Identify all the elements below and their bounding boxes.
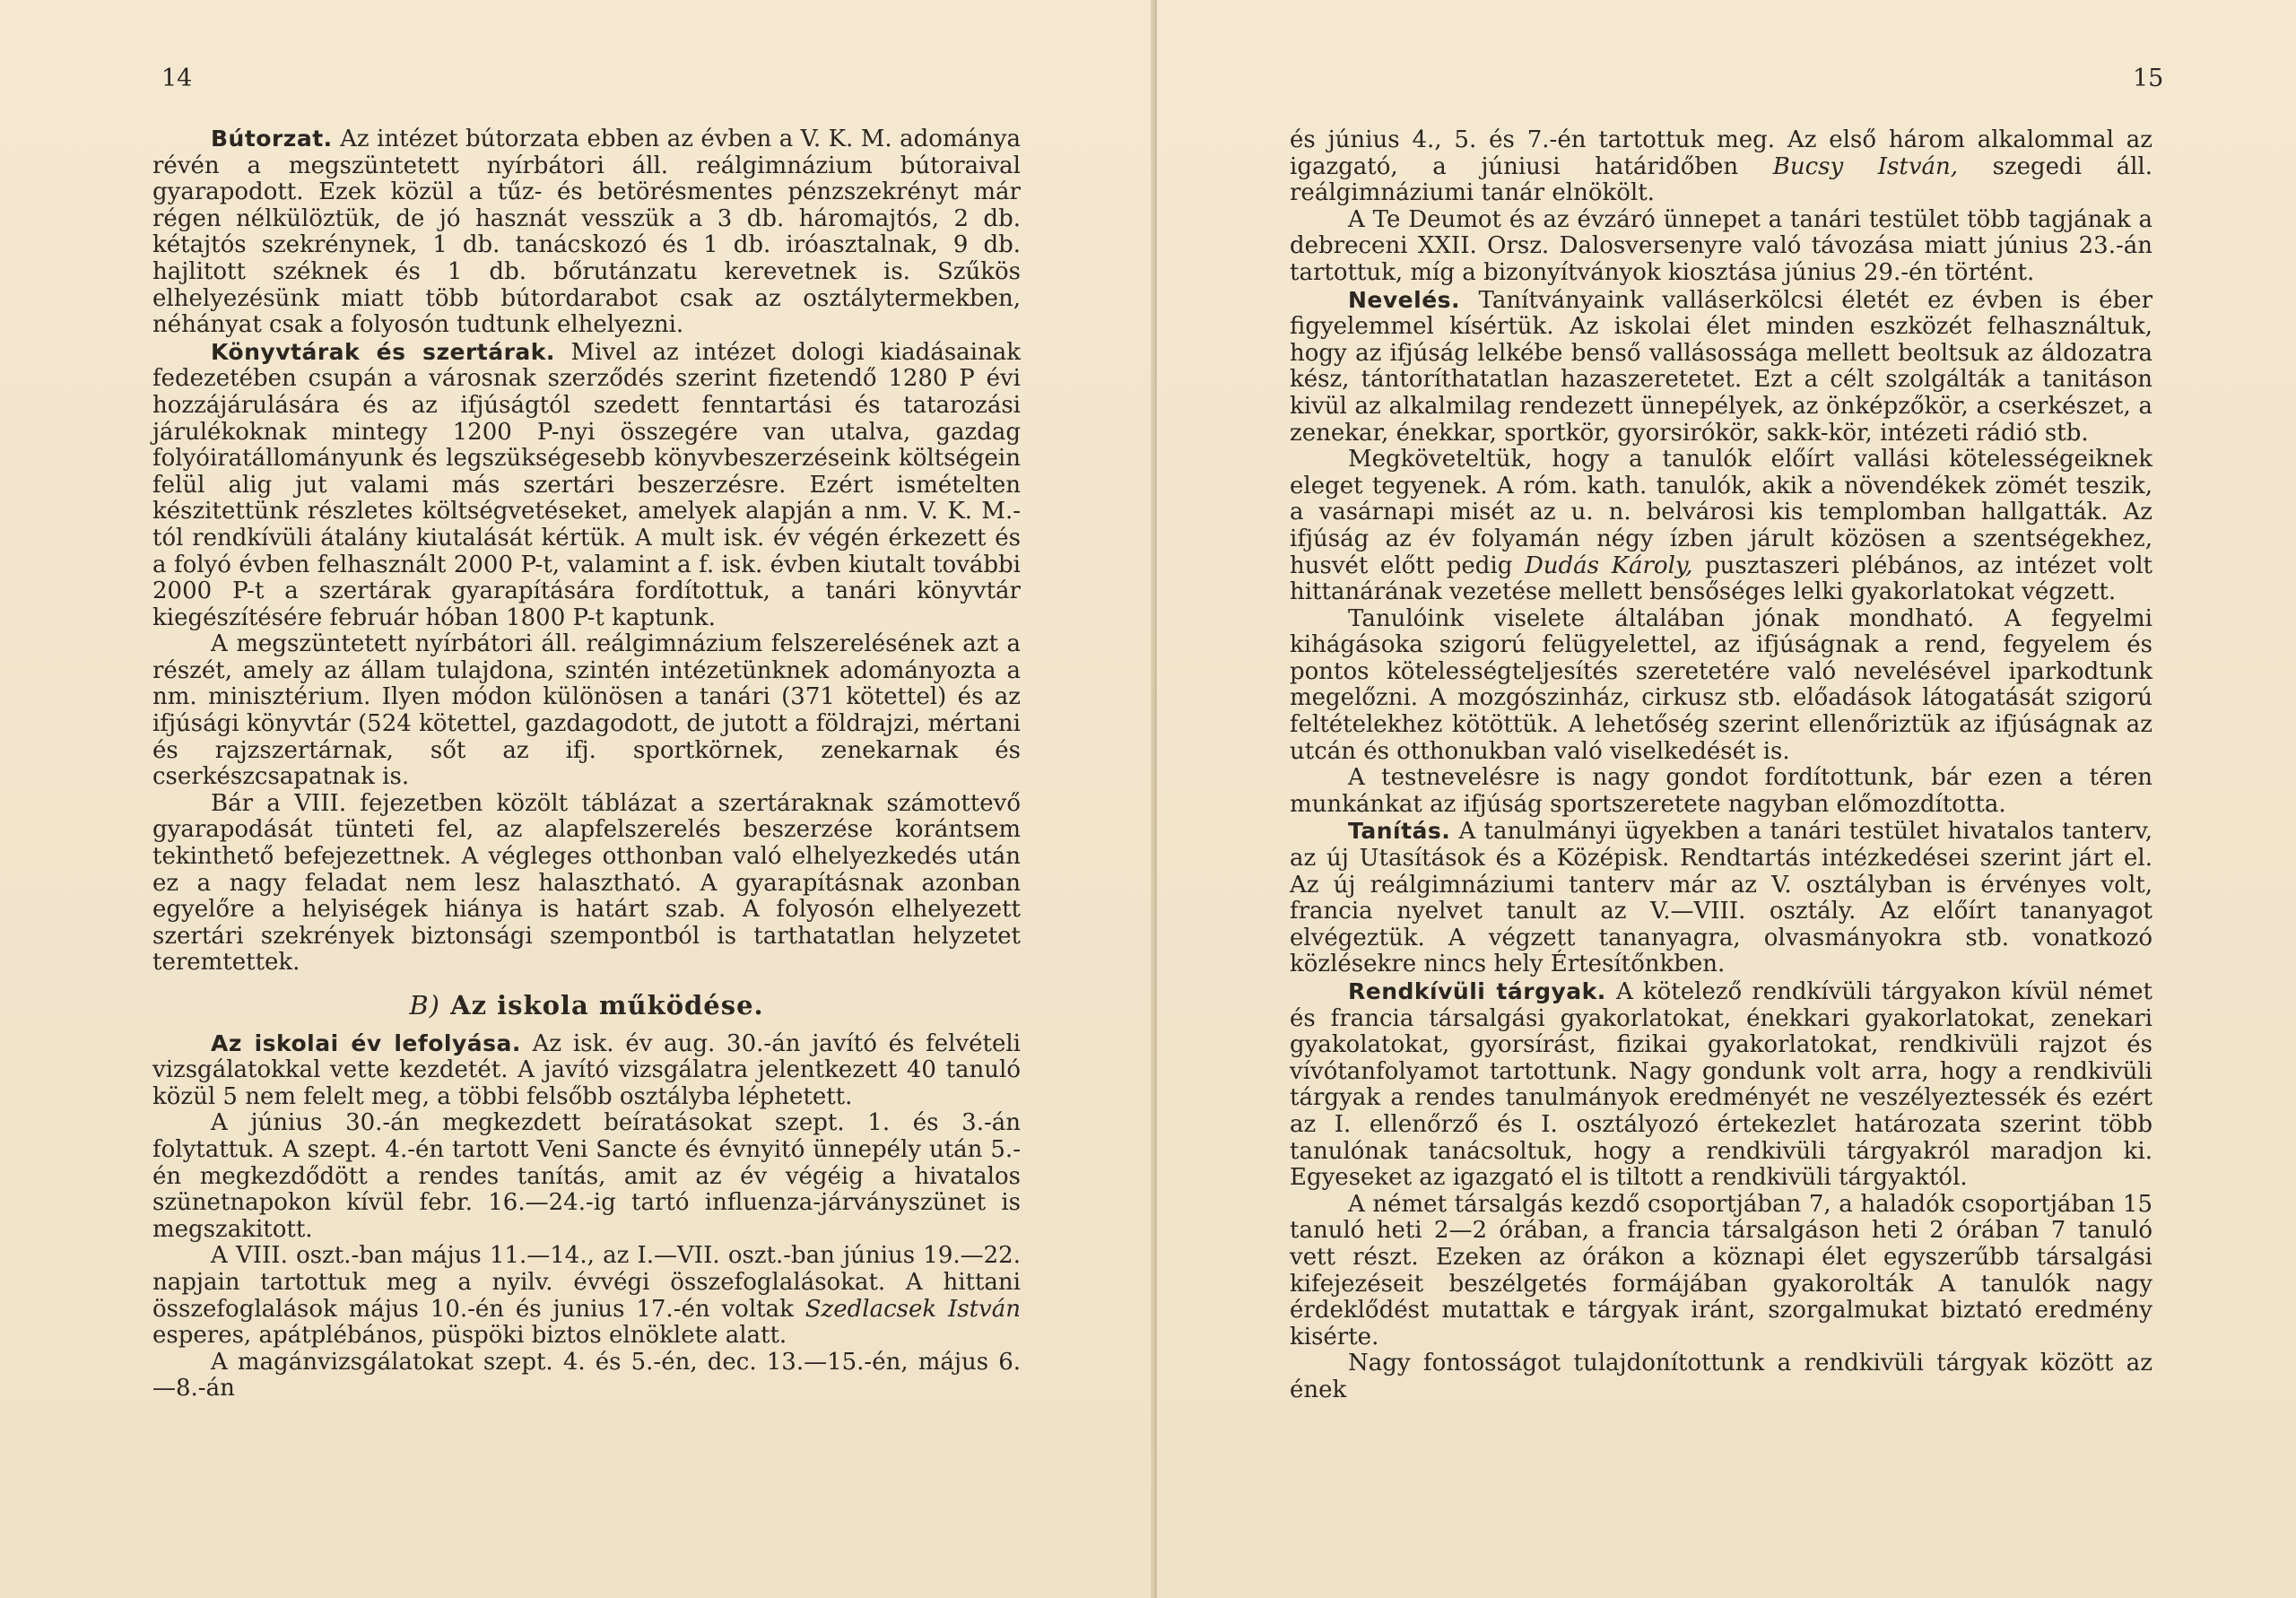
paragraph-text: A német társalgás kezdő csoportjában 7, a haladók csoportjában 15 tanuló heti 2—2 órában, a francia társalgáson heti 2 órában 7 tanuló vett részt. Ezeken az órákon a köznapi élet egyszerűbb társalgási kifejezéseit beszélgetés formájában gyakorolták A tanulók nagy érdeklődést mutattak e tárgyak iránt, szorgalmukat biztató eredmény kisérte. (1290, 1190, 2152, 1350)
paragraph-text: pusztaszeri plébános, az intézet volt hittanárának vezetése mellett bensőséges lelki gyakorlatokat végzett. (1290, 551, 2152, 606)
section-title: Az iskola működése. (450, 990, 764, 1020)
paragraph (1290, 207, 2152, 287)
paragraph (1290, 606, 2152, 766)
paragraph-heading: Tanítás. (1348, 818, 1451, 845)
person-name: Szedlacsek István (804, 1295, 1021, 1323)
right-page (1157, 0, 2296, 1598)
paragraph (152, 1350, 1021, 1403)
section-heading (152, 990, 1021, 1020)
paragraph-text: A június 30.-án megkezdett beíratásokat szept. 1. és 3.-án folytattuk. A szept. 4.-én tartott Veni Sancte és évnyitó ünnepély után 5.-én megkezdődött a rendes tanítás, amit az év végéig a hivatalos szünetnapokon kívül febr. 16.—24.-ig tartó influenza-járványszünet is megszakitott. (152, 1109, 1021, 1243)
paragraph-text: Nagy fontosságot tulajdonítottunk a rendkivüli tárgyak között az ének (1290, 1350, 2152, 1403)
paragraph-heading: Nevelés. (1348, 286, 1461, 313)
paragraph-text: Az intézet bútorzata ebben az évben a V. K. M. adománya révén a megszüntetett nyírbátori áll. reálgimnázium bútoraival gyarapodott. Ezek közül a tűz- és betörésmentes pénzszekrényt már régen nélkülöztük, de jó hasznát vesszük a 3 db. háromajtós, 2 db. kétajtós szekrénynek, 1 db. tanácskozó és 1 db. iróasztalnak, 9 db. hajlitott széknek és 1 db. bőrutánzatu kerevetnek is. Szűkös elhelyezésünk miatt több bútordarabot csak az osztálytermekben, néhányat csak a folyosón tudtunk elhelyezni. (152, 126, 1021, 339)
person-name: Dudás Károly, (1524, 551, 1693, 579)
section-letter: B) (409, 990, 440, 1020)
paragraph-heading: Az iskolai év lefolyása. (211, 1029, 521, 1056)
paragraph-heading: Könyvtárak és szertárak. (211, 338, 555, 365)
paragraph (1290, 978, 2152, 1192)
paragraph (1290, 287, 2152, 447)
paragraph (152, 631, 1021, 791)
paragraph (152, 126, 1021, 339)
paragraph-text: A tanulmányi ügyekben a tanári testület hivatalos tanterv, az új Utasítások és a Középisk. Rendtartás intézkedései szerint járt el. Az új reálgimnáziumi tanterv már az V. osztályban is érvényes volt, francia nyelvet tanult az V.—VIII. osztály. Az előírt tananyagot elvégeztük. A végzett tananyagra, olvasmányokra stb. vonatkozó közlésekre nincs hely Értesítőnkben. (1290, 818, 2152, 978)
paragraph-text: A testnevelésre is nagy gondot fordítottunk, bár ezen a téren munkánkat az ifjúság sportszeretete nagyban előmozdította. (1290, 764, 2152, 818)
paragraph (1290, 765, 2152, 818)
paragraph-text: esperes, apátplébános, püspöki biztos elnöklete alatt. (152, 1322, 787, 1350)
paragraph-text: Mivel az intézet dologi kiadásainak fedezetében csupán a városnak szerződés szerint fizetendő 1280 P évi hozzájárulására és az ifjúságtól szedett fenntartási és tatarozási járulékoknak mintegy 1200 P-nyi összegére van utalva, gazdag folyóiratállományunk és legszükségesebb könyvbeszerzéseink költségein felül alig jut valami más szertári beszerzésre. Ezért ismételten készitettünk részletes költségvetéseket, amelyek alapján a nm. V. K. M.-tól rendkívüli átalány kiutalását kértük. A mult isk. év végén érkezett és a folyó évben felhasznált 2000 P-t, valamint a f. isk. évben kiutalt további 2000 P-t a szertárak gyarapítására fordítottuk, a tanári könyvtár kiegészítésére február hóban 1800 P-t kaptunk. (152, 338, 1021, 631)
paragraph-text: A Te Deumot és az évzáró ünnepet a tanári testület több tagjának a debreceni XXII. Orsz. Dalosversenyre való távozása miatt június 23.-án tartottuk, míg a bizonyítványok kiosztása június 29.-én történt. (1290, 205, 2152, 286)
paragraph (152, 1030, 1021, 1111)
paragraph (1290, 127, 2152, 207)
paragraph-heading: Bútorzat. (211, 126, 333, 152)
paragraph-text: A VIII. oszt.-ban május 11.—14., az I.—VII. oszt.-ban június 19.—22. napjain tartottuk meg a nyilv. évvégi összefoglalásokat. A hittani összefoglalások május 10.-én és junius 17.-én voltak (152, 1242, 1021, 1323)
paragraph-text: A magánvizsgálatokat szept. 4. és 5.-én, dec. 13.—15.-én, május 6.—8.-án (152, 1348, 1021, 1403)
paragraph-text: Megköveteltük, hogy a tanulók előírt vallási kötelességeiknek eleget tegyenek. A róm. kath. tanulók, akik a növendékek zömét teszik, a vasárnapi misét az u. n. belvárosi kis templomban hallgatták. Az ifjúság az év folyamán négy ízben járult közösen a szentségekhez, husvét előtt pedig (1290, 446, 2152, 579)
paragraph-text: Tanítványaink valláserkölcsi életét ez évben is éber figyelemmel kísértük. Az iskolai élet minden eszközét felhasználtuk, hogy az ifjúság lelkébe benső vallásossága mellett beoltsuk az áldozatra kész, tántoríthatatlan hazaszeretetet. Ezt a célt szolgálták a tanitáson kivül az alkalmilag rendezett ünnepélyek, az önképzőkör, a cserkészet, a zenekar, énekkar, sportkör, gyorsirókör, sakk-kör, intézeti rádió stb. (1290, 286, 2152, 447)
page-number: 15 (2133, 65, 2164, 92)
left-page-text (152, 126, 1021, 1403)
paragraph-text: A kötelező rendkívüli tárgyakon kívül német és francia társalgási gyakorlatokat, énekkari gyakorlatokat, zenekari gyakolatokat, gyorsírást, fizikai gyakorlatokat, rendkivüli rajzot és vívótanfolyamot tartottunk. Nagy gondunk volt arra, hogy a rendkivüli tárgyak a rendes tanulmányok eredményét ne veszélyeztessék és ezért az I. ellenőrző és I. osztályozó értekezlet határozata szerint több tanulónak tanácsoltuk, hogy a rendkivüli tárgyakról maradjon ki. Egyeseket az igazgató el is tiltott a rendkivüli tárgyaktól. (1290, 978, 2152, 1192)
paragraph-text: Tanulóink viselete általában jónak mondható. A fegyelmi kihágásoka szigorú felügyelettel, az ifjúságnak a rend, fegyelem és pontos kötelességteljesítés szeretetére való nevelésével iparkodtunk megelőzni. A mozgószinház, cirkusz stb. előadások látogatását szigorú feltételekhez kötöttük. A lehetőség szerint ellenőriztük az ifjúságnak az utcán és otthonukban való viselkedését is. (1290, 604, 2152, 765)
paragraph (1290, 447, 2152, 606)
paragraph-text: szegedi áll. reálgimnáziumi tanár elnökölt. (1290, 152, 2152, 207)
paragraph-text: Bár a VIII. fejezetben közölt táblázat a szertáraknak számottevő gyarapodását tünteti fel, az alapfelszerelés beszerzése korántsem tekinthető befejezettnek. A végleges otthonban való elhelyezkedés után ez a nagy feladat nem lesz halasztható. A gyarapításnak azonban egyelőre a helyiségek hiánya is határt szab. A folyosón elhelyezett szertári szekrények biztonsági szempontból is tarthatatlan helyzetet teremtettek. (152, 789, 1021, 977)
person-name: Bucsy István, (1772, 152, 1959, 180)
page-number: 14 (161, 65, 193, 92)
paragraph (152, 339, 1021, 632)
paragraph-text: Az isk. év aug. 30.-án javító és felvételi vizsgálatokkal vette kezdetét. A javító vizsgálatra jelentkezett 40 tanuló közül 5 nem felelt meg, a többi felsőbb osztályba léphetett. (152, 1029, 1021, 1110)
paragraph (152, 1110, 1021, 1243)
right-page-text (1290, 127, 2152, 1404)
paragraph-text: és június 4., 5. és 7.-én tartottuk meg. Az első három alkalommal az igazgató, a júniusi határidőben (1290, 126, 2152, 180)
paragraph (1290, 1350, 2152, 1403)
paragraph-heading: Rendkívüli tárgyak. (1348, 978, 1606, 1004)
paragraph (1290, 818, 2152, 978)
paragraph (152, 791, 1021, 977)
paragraph (152, 1243, 1021, 1349)
paragraph (1290, 1192, 2152, 1351)
paragraph-text: A megszüntetett nyírbátori áll. reálgimnázium felszerelésének azt a részét, amely az állam tulajdona, szintén intézetünknek adományozta a nm. minisztérium. Ilyen módon különösen a tanári (371 kötettel) és az ifjúsági könyvtár (524 kötettel, gazdagodott, de jutott a földrajzi, mértani és rajzszertárnak, sőt az ifj. sportkörnek, zenekarnak és cserkészcsapatnak is. (152, 630, 1021, 791)
